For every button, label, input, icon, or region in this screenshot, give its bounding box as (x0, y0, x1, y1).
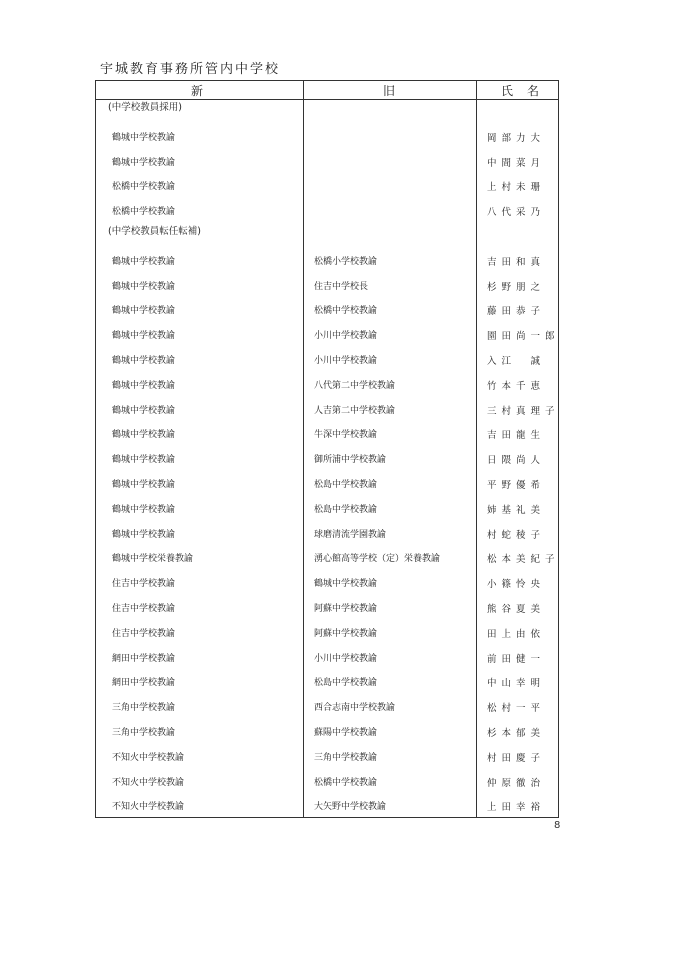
person-name: 岡部力大 (487, 132, 546, 144)
new-position: 鶴城中学校教諭 (112, 157, 176, 168)
section-row (96, 99, 558, 124)
old-position: 大矢野中学校教諭 (314, 802, 387, 813)
table-row (96, 471, 558, 496)
table-row (96, 694, 558, 719)
person-name: 村蛇稜子 (487, 529, 546, 541)
table-row (96, 669, 558, 694)
person-name: 入江 誠 (487, 355, 546, 367)
person-name: 八代采乃 (487, 207, 546, 219)
new-position: 鶴城中学校教諭 (112, 504, 176, 515)
old-position: 松橋小学校教諭 (314, 256, 378, 267)
table-row (96, 149, 558, 174)
new-position: 鶴城中学校教諭 (112, 380, 176, 391)
section-row (96, 223, 558, 248)
new-position: 鶴城中学校教諭 (112, 479, 176, 490)
new-position: 松橋中学校教諭 (112, 182, 176, 193)
table-row (96, 397, 558, 422)
table-row (96, 347, 558, 372)
new-position: 鶴城中学校教諭 (112, 331, 176, 342)
table-header (96, 81, 558, 100)
table-row (96, 372, 558, 397)
person-name: 中山幸明 (487, 678, 546, 690)
table-row (96, 521, 558, 546)
person-name: 杉本郁美 (487, 727, 546, 739)
table-row (96, 496, 558, 521)
new-position: 鶴城中学校教諭 (112, 405, 176, 416)
person-name: 平野優希 (487, 479, 546, 491)
table-row (96, 570, 558, 595)
person-name: 松本美紀子 (487, 554, 560, 566)
new-position: 鶴城中学校教諭 (112, 529, 176, 540)
person-name: 上村未珊 (487, 182, 546, 194)
person-name: 中間菜月 (487, 157, 546, 169)
new-position: 鶴城中学校教諭 (112, 306, 176, 317)
table-row (96, 297, 558, 322)
new-position: 松橋中学校教諭 (112, 207, 176, 218)
new-position: 鶴城中学校教諭 (112, 355, 176, 366)
person-name: 竹本千恵 (487, 380, 546, 392)
person-name: 上田幸裕 (487, 802, 546, 814)
old-position: 住吉中学校長 (314, 281, 369, 292)
new-position: 住吉中学校教諭 (112, 579, 176, 590)
table-row (96, 446, 558, 471)
person-name: 園田尚一郎 (487, 331, 560, 343)
new-position: 鶴城中学校教諭 (112, 430, 176, 441)
new-position: 不知火中学校教諭 (112, 777, 185, 788)
new-position: 住吉中学校教諭 (112, 603, 176, 614)
person-name: 三村真理子 (487, 405, 560, 417)
new-position: 鶴城中学校栄養教諭 (112, 554, 194, 565)
old-position: 松島中学校教諭 (314, 479, 378, 490)
new-position: 三角中学校教諭 (112, 727, 176, 738)
table-row (96, 421, 558, 446)
header-new: 新 (191, 84, 205, 98)
old-position: 松島中学校教諭 (314, 504, 378, 515)
page-number: 8 (554, 820, 561, 831)
person-name: 仲原徹治 (487, 777, 546, 789)
old-position: 阿蘇中学校教諭 (314, 603, 378, 614)
old-position: 松橋中学校教諭 (314, 777, 378, 788)
table-body (96, 99, 558, 818)
new-position: 三角中学校教諭 (112, 703, 176, 714)
personnel-table (95, 80, 559, 818)
old-position: 小川中学校教諭 (314, 331, 378, 342)
person-name: 杉野朋之 (487, 281, 546, 293)
old-position: 鶴城中学校教諭 (314, 579, 378, 590)
old-position: 御所浦中学校教諭 (314, 455, 387, 466)
table-row (96, 273, 558, 298)
header-old: 旧 (383, 84, 397, 98)
new-position: 鶴城中学校教諭 (112, 256, 176, 267)
person-name: 小篠怜央 (487, 579, 546, 591)
person-name: 田上由依 (487, 628, 546, 640)
new-position: 不知火中学校教諭 (112, 802, 185, 813)
person-name: 吉田和真 (487, 256, 546, 268)
section-label: (中学校教員転任転補) (108, 225, 201, 237)
new-position: 鶴城中学校教諭 (112, 132, 176, 143)
old-position: 牛深中学校教諭 (314, 430, 378, 441)
new-position: 住吉中学校教諭 (112, 628, 176, 639)
old-position: 阿蘇中学校教諭 (314, 628, 378, 639)
table-row (96, 248, 558, 273)
table-row (96, 173, 558, 198)
old-position: 三角中学校教諭 (314, 752, 378, 763)
table-row (96, 322, 558, 347)
old-position: 小川中学校教諭 (314, 653, 378, 664)
table-row (96, 793, 558, 818)
old-position: 球磨清流学園教諭 (314, 529, 387, 540)
header-name: 氏 名 (501, 84, 541, 98)
old-position: 人吉第二中学校教諭 (314, 405, 396, 416)
person-name: 前田健一 (487, 653, 546, 665)
table-row (96, 124, 558, 149)
new-position: 鶴城中学校教諭 (112, 281, 176, 292)
person-name: 熊谷夏美 (487, 603, 546, 615)
table-row (96, 620, 558, 645)
old-position: 蘇陽中学校教諭 (314, 727, 378, 738)
old-position: 松橋中学校教諭 (314, 306, 378, 317)
table-row (96, 198, 558, 223)
table-row (96, 719, 558, 744)
table-row (96, 645, 558, 670)
old-position: 八代第二中学校教諭 (314, 380, 396, 391)
old-position: 松島中学校教諭 (314, 678, 378, 689)
page-title: 宇城教育事務所管内中学校 (100, 62, 281, 77)
old-position: 西合志南中学校教諭 (314, 703, 396, 714)
old-position: 小川中学校教諭 (314, 355, 378, 366)
person-name: 松村一平 (487, 703, 546, 715)
person-name: 吉田龍生 (487, 430, 546, 442)
new-position: 網田中学校教諭 (112, 678, 176, 689)
person-name: 藤田恭子 (487, 306, 546, 318)
table-row (96, 769, 558, 794)
table-row (96, 545, 558, 570)
person-name: 姉基礼美 (487, 504, 546, 516)
new-position: 網田中学校教諭 (112, 653, 176, 664)
table-row (96, 595, 558, 620)
table-row (96, 744, 558, 769)
old-position: 湧心館高等学校（定）栄養教諭 (314, 554, 441, 565)
new-position: 不知火中学校教諭 (112, 752, 185, 763)
section-label: (中学校教員採用) (108, 102, 182, 113)
person-name: 村田慶子 (487, 752, 546, 764)
person-name: 日隈尚人 (487, 455, 546, 467)
new-position: 鶴城中学校教諭 (112, 455, 176, 466)
